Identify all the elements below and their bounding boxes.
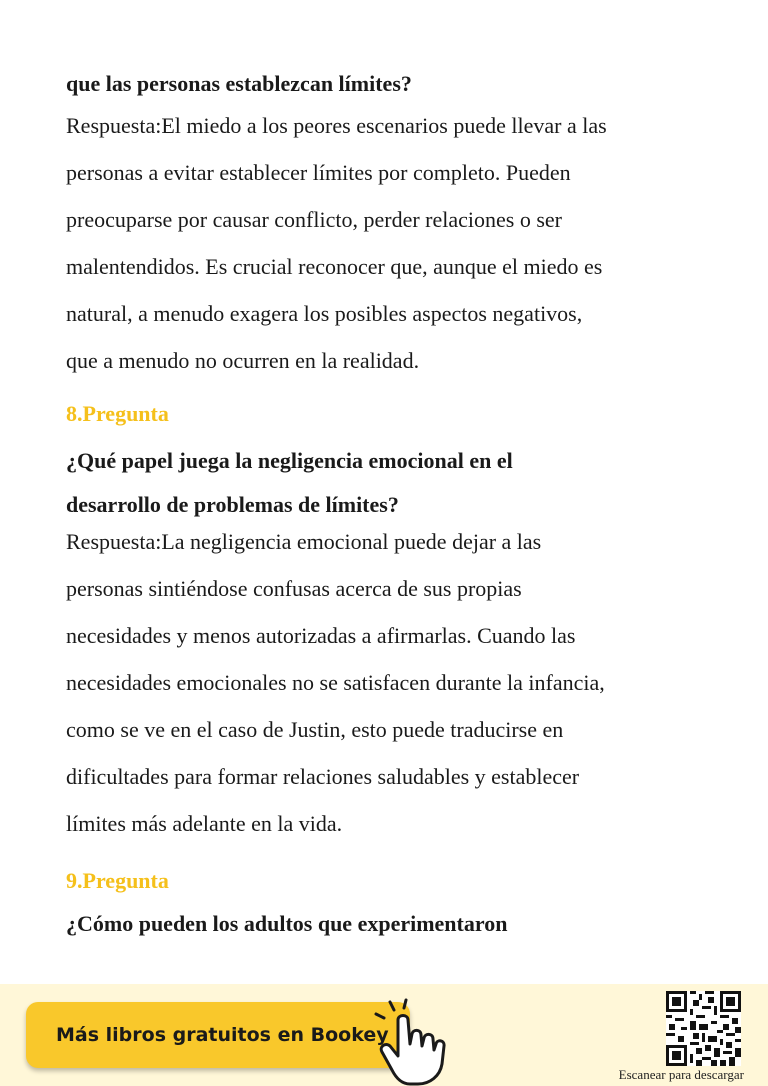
answer-8-line: dificultades para formar relaciones saludables y establecer (66, 764, 580, 789)
answer-7-line: que a menudo no ocurren en la realidad. (66, 348, 420, 373)
question-9-label: 9.Pregunta (66, 868, 169, 893)
question-7-end: que las personas establezcan límites? (66, 71, 412, 96)
answer-8-line: necesidades y menos autorizadas a afirmarlas. Cuando las (66, 623, 576, 648)
answer-8-line: Respuesta:La negligencia emocional puede dejar a las (66, 529, 542, 554)
answer-7-line: natural, a menudo exagera los posibles aspectos negativos, (66, 301, 583, 326)
question-8-line: desarrollo de problemas de límites? (66, 492, 399, 517)
qr-caption: Escanear para descargar (618, 1067, 744, 1082)
answer-8-line: necesidades emocionales no se satisfacen durante la infancia, (66, 670, 605, 695)
answer-7-line: Respuesta:El miedo a los peores escenarios puede llevar a las (66, 113, 607, 138)
more-books-label: Más libros gratuitos en Bookey (56, 1024, 389, 1046)
question-8-label: 8.Pregunta (66, 401, 169, 426)
question-9-line: ¿Cómo pueden los adultos que experimentaron (66, 911, 508, 936)
answer-8-line: como se ve en el caso de Justin, esto puede traducirse en (66, 717, 564, 742)
answer-7-line: preocuparse por causar conflicto, perder relaciones o ser (66, 207, 562, 232)
answer-7-line: malentendidos. Es crucial reconocer que, aunque el miedo es (66, 254, 603, 279)
question-8-line: ¿Qué papel juega la negligencia emocional en el (66, 448, 513, 473)
qr-code-icon (666, 991, 741, 1066)
more-books-button[interactable] (26, 1002, 410, 1068)
answer-8-line: personas sintiéndose confusas acerca de sus propias (66, 576, 522, 601)
pointing-hand-icon (368, 998, 452, 1086)
answer-8-line: límites más adelante en la vida. (66, 811, 343, 836)
answer-7-line: personas a evitar establecer límites por completo. Pueden (66, 160, 571, 185)
